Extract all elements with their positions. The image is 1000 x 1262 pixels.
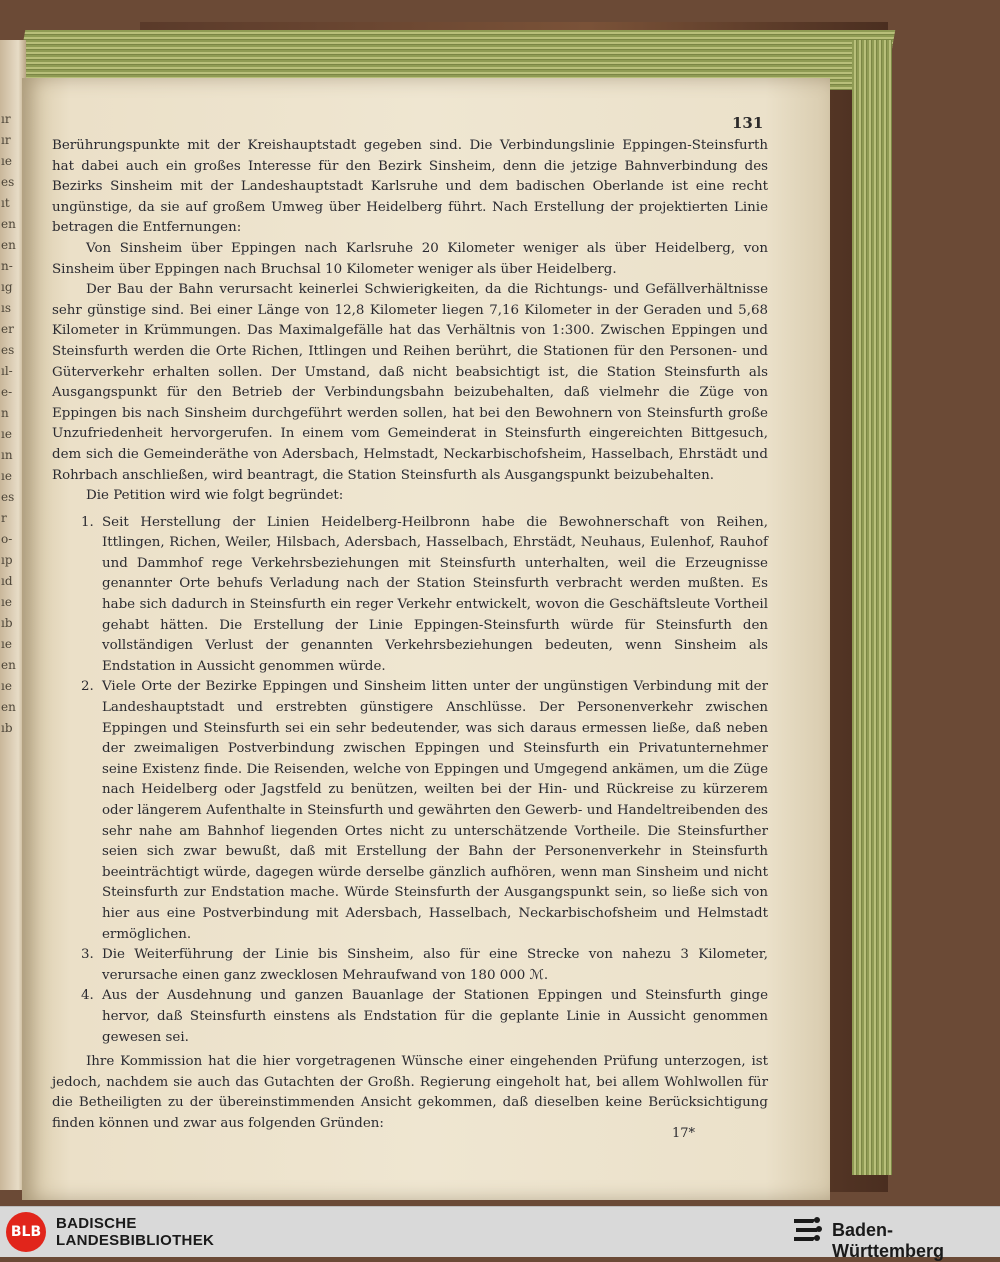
left-page-fragment: ıe (1, 469, 12, 483)
left-page-fragment: es (1, 343, 15, 357)
page-edges-right (852, 40, 892, 1175)
left-page-fragment: e- (1, 385, 13, 399)
list-item: 3. Die Weiterführung der Linie bis Sinsheim, also für eine Strecke von nahezu 3 Kilometer, verursache einen ganz zwecklosen Mehraufwand von 180 000 ℳ. (98, 945, 768, 986)
left-page-fragment: ın (1, 448, 13, 462)
left-page-fragment: n- (1, 259, 13, 273)
left-page-fragment: ıb (1, 616, 13, 630)
left-page-fragment: ıe (1, 595, 12, 609)
list-item: 1. Seit Herstellung der Linien Heidelberg-Heilbronn habe die Bewohnerschaft von Reihen, Ittlingen, Richen, Weiler, Hilsbach, Adersbach, Hasselbach, Ehrstädt, Neuhaus, Eulenhof, Rauhof und Dammhof rege Verkehrsbeziehungen mit Steinsfurth unterhalten, weil die Erzeugnisse genannter Orte behufs Verladung nach der Station Steinsfurth verbracht werden mußten. Es habe sich dadurch in Steinsfurth ein reger Verkehr entwickelt, wovon die Geschäftsleute Vortheil gehabt hätten. Die Erstellung der Linie Eppingen-Steinsfurth würde für Steinsfurth den vollständigen Verlust der genannten Verkehrsbeziehungen bedeuten, wenn Sinsheim als Endstation in Aussicht genommen würde. (98, 513, 768, 678)
left-page-fragment: er (1, 322, 14, 336)
left-page-fragment: ıd (1, 574, 13, 588)
left-page-fragment: ıe (1, 679, 12, 693)
list-item: 4. Aus der Ausdehnung und ganzen Bauanlage der Stationen Eppingen und Steinsfurth ginge hervor, daß Steinsfurth einstens als Endstation für die geplante Linie in Aussicht genommen gewesen sei. (98, 986, 768, 1048)
paragraph: Die Petition wird wie folgt begründet: (86, 488, 344, 504)
left-page-fragment: ıt (1, 196, 10, 210)
left-page-fragment: r (1, 511, 7, 525)
left-page-fragment: ıe (1, 427, 12, 441)
left-page-fragment: ır (1, 112, 11, 126)
left-page-fragment: en (1, 700, 16, 714)
state-label[interactable]: Baden-Württemberg (832, 1220, 944, 1261)
left-page-fragment: ıb (1, 721, 13, 735)
left-page-fragment: ıg (1, 280, 13, 294)
blb-logo[interactable]: BLB (6, 1212, 46, 1252)
footnote-mark: 17* (672, 1126, 696, 1141)
library-name-line2: LANDESBIBLIOTHEK (56, 1232, 215, 1249)
left-page-fragment: en (1, 658, 16, 672)
footer-bar (0, 1206, 1000, 1261)
left-page-fragment: es (1, 175, 15, 189)
left-page-fragment: ıe (1, 154, 12, 168)
paragraph: Von Sinsheim über Eppingen nach Karlsruhe 20 Kilometer weniger als über Heidelberg, von Sinsheim über Eppingen nach Bruchsal 10 Kilometer weniger als über Heidelberg. (52, 240, 768, 277)
left-page-fragment: en (1, 238, 16, 252)
left-page-fragment: n (1, 406, 9, 420)
left-page-fragment: ıl- (1, 364, 13, 378)
page-text (52, 136, 768, 1135)
book-page (22, 78, 830, 1200)
paragraph: Der Bau der Bahn verursacht keinerlei Schwierigkeiten, da die Richtungs- und Gefällverhältnisse sehr günstige sind. Bei einer Länge von 12,8 Kilometer liegen 7,16 Kilometer in der Geraden und 5,68 Kilometer in Krümmungen. Das Maximalgefälle hat das Verhältnis von 1:300. Zwischen Eppingen und Steinsfurth werden die Orte Richen, Ittlingen und Reihen berührt, die Stationen für den Personen- und Güterverkehr erhalten sollen. Der Umstand, daß nicht beabsichtigt ist, die Station Steinsfurth als Ausgangspunkt für den Betrieb der Verbindungsbahn beizubehalten, daß vielmehr die Züge von Eppingen bis nach Sinsheim durchgeführt werden sollen, hat bei den Bewohnern von Steinsfurth große Unzufriedenheit hervorgerufen. In einem vom Gemeinderat in Steinsfurth eingereichten Bittgesuch, dem sich die Gemeinderäthe von Adersbach, Helmstadt, Neckarbischofsheim, Hasselbach, Ehrstädt und Rohrbach anschließen, wird beantragt, die Station Steinsfurth als Ausgangspunkt beizubehalten. (52, 282, 768, 483)
library-name-line1: BADISCHE (56, 1215, 137, 1232)
page-number: 131 (732, 114, 764, 132)
paragraph: Ihre Kommission hat die hier vorgetragenen Wünsche einer eingehenden Prüfung unterzogen, ist jedoch, nachdem sie auch das Gutachten der Großh. Regierung eingeholt hat, bei allem Wohlwollen für die Betheiligten zu der übereinstimmenden Ansicht gekommen, daß dieselben keine Berücksichtigung finden können und zwar aus folgenden Gründen: (52, 1054, 768, 1131)
petition-list (52, 513, 768, 1048)
left-page-fragment: ıe (1, 637, 12, 651)
left-page-fragment: en (1, 217, 16, 231)
left-page-fragment: ır (1, 133, 11, 147)
left-page-fragment: ıp (1, 553, 13, 567)
paragraph: Berührungspunkte mit der Kreishauptstadt gegeben sind. Die Verbindungslinie Eppingen-Steinsfurth hat dabei auch ein großes Interesse für den Bezirk Sinsheim, denn die jetzige Bahnverbindung des Bezirks Sinsheim mit der Landeshauptstadt Karlsruhe und dem badischen Oberlande ist eine recht ungünstige, da sie auf großem Umweg über Heidelberg führt. Nach Erstellung der projektierten Linie betragen die Entfernungen: (52, 138, 768, 236)
list-item: 2. Viele Orte der Bezirke Eppingen und Sinsheim litten unter der ungünstigen Verbindung mit der Landeshauptstadt und erstrebten günstigere Anschlüsse. Der Personenverkehr zwischen Eppingen und Steinsfurth sei ein sehr bedeutender, was sich daraus ermessen ließe, daß neben der zweimaligen Postverbindung zwischen Eppingen und Steinsfurth ein Privatunternehmer seine Existenz finde. Die Reisenden, welche von Eppingen und Umgegend ankämen, um die Züge nach Heidelberg oder Jagstfeld zu benützen, weilten bei der Hin- und Rückreise zu kürzerem oder längerem Aufenthalte in Steinsfurth und gewährten den Gewerb- und Handeltreibenden des sehr nahe am Bahnhof liegenden Ortes nicht zu unterschätzende Vortheile. Die Steinsfurther seien sich zwar bewußt, daß mit Erstellung der Bahn der Personenverkehr in Steinsfurth beeinträchtigt würde, dagegen würde derselbe gänzlich aufhören, wenn man Sinsheim und nicht Steinsfurth zur Endstation mache. Würde Steinsfurth der Ausgangspunkt sein, so ließe sich von hier aus eine Postverbindung mit Adersbach, Hasselbach, Neckarbischofsheim und Helmstadt ermöglichen. (98, 677, 768, 945)
library-name[interactable] (56, 1215, 214, 1249)
lions-coat-of-arms-icon (790, 1215, 824, 1251)
left-page-fragment: o- (1, 532, 13, 546)
left-page-fragment: es (1, 490, 15, 504)
left-page-fragment: ıs (1, 301, 11, 315)
